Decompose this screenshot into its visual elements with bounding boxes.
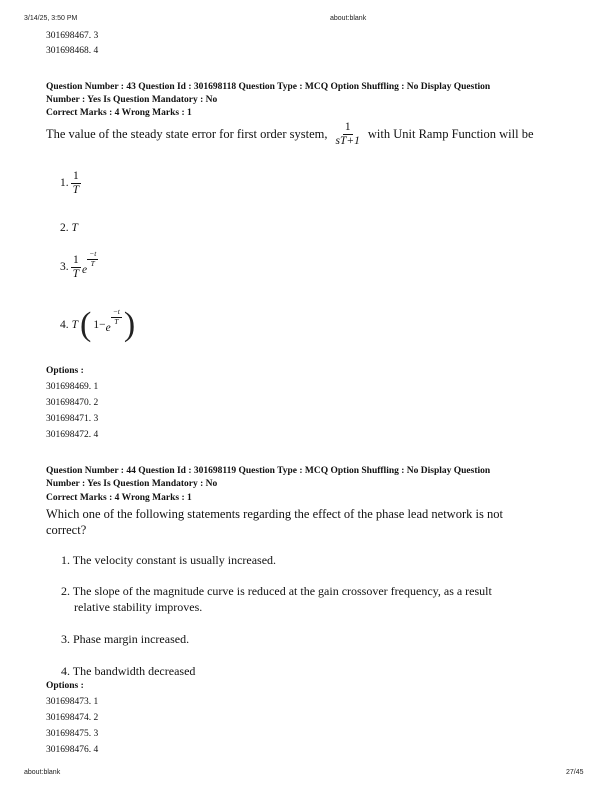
exponent-fraction — [111, 308, 122, 326]
q43-meta-line1: Question Number : 43 Question Id : 301698118 Question Type : MCQ Option Shuffling : No Display Question — [46, 82, 491, 92]
exp-base: e — [82, 264, 88, 277]
q44-meta-line2: Number : Yes Is Question Mandatory : No — [46, 479, 218, 489]
q44-marks: Correct Marks : 4 Wrong Marks : 1 — [46, 493, 192, 503]
tf-numerator: 1 — [344, 121, 351, 133]
fraction-numerator: 1 — [72, 170, 79, 182]
q43-option-1 — [60, 170, 81, 196]
q43-option-id: 301698471. 3 — [46, 414, 99, 424]
fraction-numerator: 1 — [72, 254, 79, 266]
prev-option-id: 301698467. 3 — [46, 31, 99, 41]
q43-option-id: 301698469. 1 — [46, 382, 99, 392]
option-fraction — [71, 170, 81, 196]
q43-option-2 — [60, 222, 78, 234]
option-label: 3. — [60, 261, 69, 274]
left-paren: ( — [80, 306, 92, 343]
page-number: 27/45 — [566, 769, 584, 776]
exponent-denominator: T — [114, 316, 119, 326]
exponent-numerator: −t — [112, 307, 120, 317]
q44-option-id: 301698474. 2 — [46, 713, 99, 723]
q43-option-3 — [60, 249, 98, 280]
option-coefficient: T — [71, 319, 79, 331]
q44-option-id: 301698473. 1 — [46, 697, 99, 707]
q44-meta-line1: Question Number : 44 Question Id : 301698119 Question Type : MCQ Option Shuffling : No Display Question — [46, 466, 491, 476]
q43-text-after: with Unit Ramp Function will be — [367, 126, 534, 141]
q44-question-line2: correct? — [46, 523, 87, 537]
q43-marks: Correct Marks : 4 Wrong Marks : 1 — [46, 108, 192, 118]
q44-option-3: 3. Phase margin increased. — [61, 632, 190, 646]
q44-option-id: 301698475. 3 — [46, 729, 99, 739]
q44-options-heading: Options : — [46, 681, 84, 691]
q43-text-before: The value of the steady state error for first order system, — [46, 126, 328, 141]
q44-option-4: 4. The bandwidth decreased — [61, 664, 196, 678]
q43-transfer-function — [334, 121, 362, 147]
right-paren: ) — [123, 306, 136, 343]
fraction-denominator: T — [72, 183, 80, 196]
tf-denominator: sT+1 — [335, 134, 360, 147]
option-expression: 1− — [93, 319, 106, 331]
q43-meta-line2: Number : Yes Is Question Mandatory : No — [46, 95, 218, 105]
q43-option-id: 301698470. 2 — [46, 398, 99, 408]
q43-option-4 — [60, 308, 135, 342]
exponent-fraction — [87, 250, 98, 268]
q43-question-text — [46, 121, 534, 147]
q43-option-id: 301698472. 4 — [46, 430, 99, 440]
q43-options-heading: Options : — [46, 366, 84, 376]
option-fraction — [71, 254, 81, 280]
q44-option-2-line1: 2. The slope of the magnitude curve is reduced at the gain crossover frequency, as a result — [61, 584, 492, 598]
exponent-denominator: T — [90, 258, 95, 268]
prev-option-id: 301698468. 4 — [46, 46, 99, 56]
option-label: 1. — [60, 177, 69, 190]
option-label: 4. — [60, 319, 69, 331]
q44-option-2-line2: relative stability improves. — [74, 600, 203, 614]
fraction-denominator: T — [72, 267, 80, 280]
print-footer-url: about:blank — [24, 769, 61, 776]
q44-option-1: 1. The velocity constant is usually increased. — [61, 553, 277, 567]
exp-base: e — [105, 322, 111, 334]
exponent-numerator: −t — [89, 249, 97, 259]
q44-question-line1: Which one of the following statements regarding the effect of the phase lead network is not — [46, 507, 503, 521]
option-expression: T — [71, 222, 78, 234]
option-label: 2. — [60, 222, 69, 234]
print-title: about:blank — [330, 15, 367, 22]
q44-option-id: 301698476. 4 — [46, 745, 99, 755]
print-datetime: 3/14/25, 3:50 PM — [24, 15, 78, 22]
